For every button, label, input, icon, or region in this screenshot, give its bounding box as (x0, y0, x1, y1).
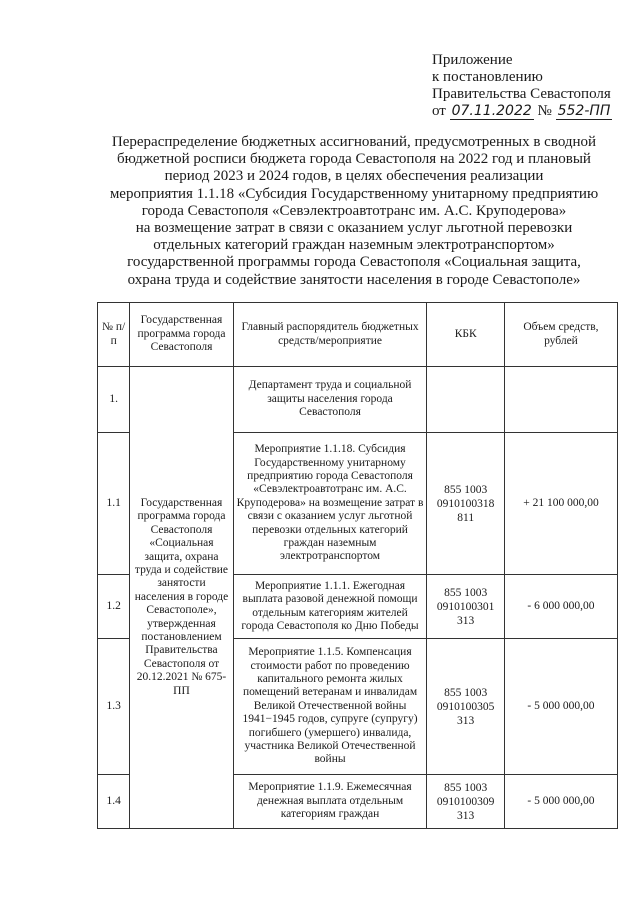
row-description: Мероприятие 1.1.1. Ежегодная выплата разовой денежной помощи отдельным категориям жителей города Севастополя ко Дню Победы (233, 575, 427, 639)
row-description: Мероприятие 1.1.5. Компенсация стоимости работ по проведению капитального ремонта жилых помещений ветеранам и инвалидам Великой Отечественной войны 1941−1945 годов, супруге (супругу) погибшего (умершего) инвалида, участника Великой Отечественной войны (233, 639, 427, 775)
row-kbk: 855 1003 0910100318 811 (427, 433, 505, 575)
title-line: бюджетной росписи бюджета города Севастополя на 2022 год и плановый (117, 151, 591, 168)
header-num: № п/п (98, 303, 130, 367)
title-line: отдельных категорий граждан наземным электротранспортом» (153, 237, 555, 254)
header-amount: Объем средств, рублей (504, 303, 617, 367)
title-line: период 2023 и 2024 годов, в целях обеспечения реализации (164, 168, 544, 185)
handwritten-date: 07.11.2022 (451, 103, 532, 119)
header-program: Государственная программа города Севастополя (130, 303, 233, 367)
document-title (104, 134, 604, 289)
row-amount: + 21 100 000,00 (504, 433, 617, 575)
title-line: охрана труда и содействие занятости населения в городе Севастополе» (127, 271, 581, 288)
appendix-line-1: Приложение (432, 52, 513, 68)
row-num: 1.1 (98, 433, 130, 575)
row-amount: - 6 000 000,00 (504, 575, 617, 639)
row-kbk (427, 367, 505, 433)
row-kbk: 855 1003 0910100309 313 (427, 775, 505, 829)
row-num: 1.2 (98, 575, 130, 639)
appendix-line-3: Правительства Севастополя (432, 86, 611, 102)
appendix-line-2: к постановлению (432, 69, 543, 85)
row-amount (504, 367, 617, 433)
row-num: 1.4 (98, 775, 130, 829)
row-description: Мероприятие 1.1.18. Субсидия Государственному унитарному предприятию города Севастополя «Севэлектроавтотранс им. А.С. Круподерова» на возмещение затрат в связи с оказанием услуг льготной перевозки отдельных категорий граждан наземным электротранспортом (233, 433, 427, 575)
row-num: 1. (98, 367, 130, 433)
appendix-date-line (432, 103, 632, 120)
program-cell: Государственная программа города Севастополя «Социальная защита, охрана труда и содействие занятости населения в городе Севастополе», утвержденная постановлением Правительства Севастополя от 20.12.2021 № 675-ПП (130, 367, 233, 829)
row-num: 1.3 (98, 639, 130, 775)
row-amount: - 5 000 000,00 (504, 775, 617, 829)
number-prefix: № (537, 103, 552, 119)
title-line: государственной программы города Севастополя «Социальная защита, (127, 254, 581, 271)
appendix-block (432, 52, 632, 120)
row-kbk: 855 1003 0910100301 313 (427, 575, 505, 639)
table-row (98, 367, 618, 433)
row-description: Мероприятие 1.1.9. Ежемесячная денежная выплата отдельным категориям граждан (233, 775, 427, 829)
row-description: Департамент труда и социальной защиты населения города Севастополя (233, 367, 427, 433)
header-manager: Главный распорядитель бюджетных средств/мероприятие (233, 303, 427, 367)
table-header-row (98, 303, 618, 367)
row-kbk: 855 1003 0910100305 313 (427, 639, 505, 775)
allocation-table (97, 302, 618, 829)
title-line: города Севастополя «Севэлектроавтотранс им. А.С. Круподерова» (141, 202, 567, 219)
handwritten-number: 552-ПП (557, 103, 611, 119)
row-amount: - 5 000 000,00 (504, 639, 617, 775)
date-prefix: от (432, 103, 446, 119)
title-line: мероприятия 1.1.18 «Субсидия Государственному унитарному предприятию (109, 185, 599, 202)
title-line: Перераспределение бюджетных ассигнований, предусмотренных в сводной (111, 134, 597, 150)
title-line: на возмещение затрат в связи с оказанием услуг льготной перевозки (135, 220, 573, 237)
header-kbk: КБК (427, 303, 505, 367)
